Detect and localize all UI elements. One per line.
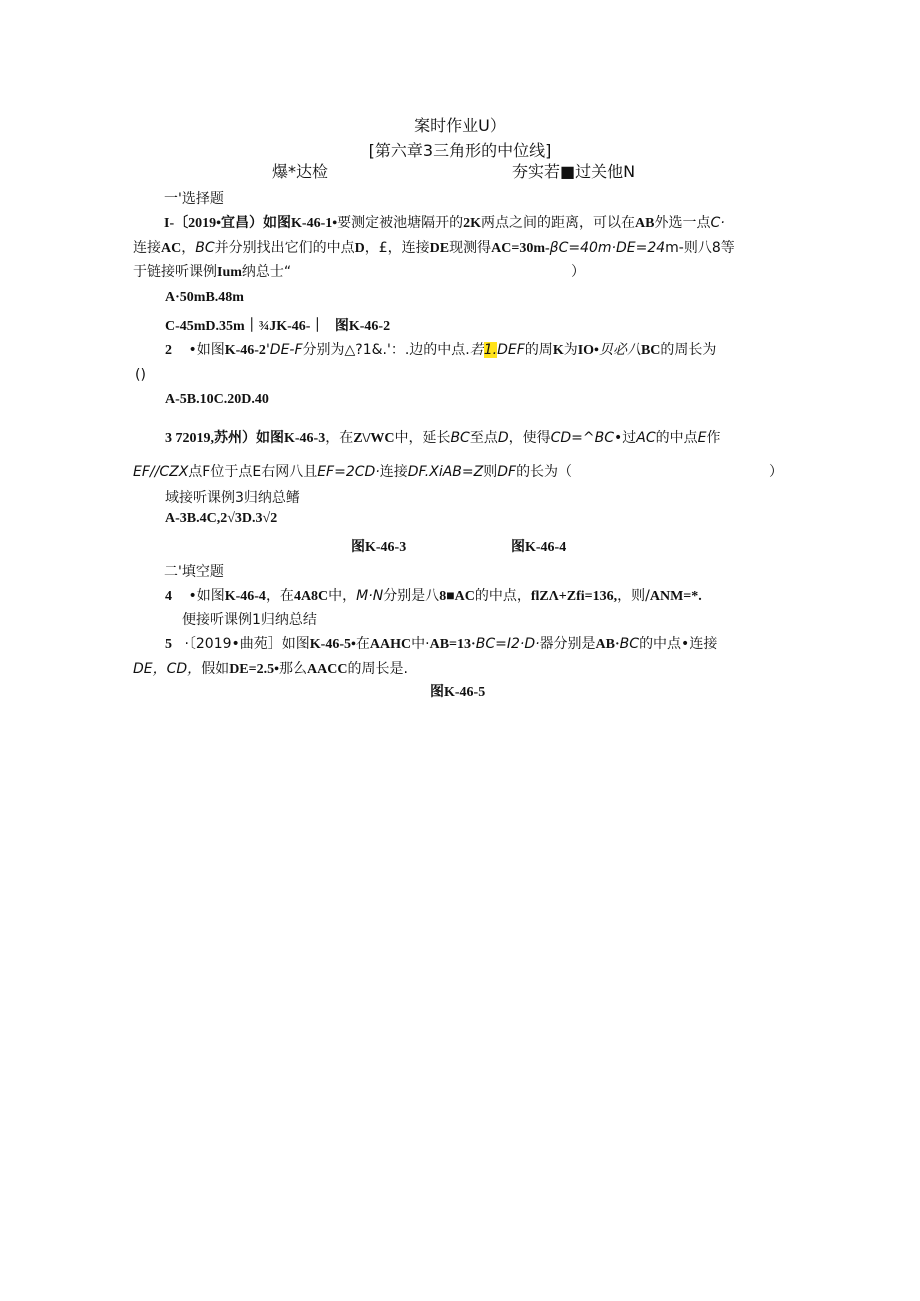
q2-number: 2 xyxy=(165,343,172,358)
q1-text: 纳总士“ xyxy=(241,264,292,280)
figure-caption-k46-4: 图K-46-4 xyxy=(511,540,567,555)
title-text: 案时作业U） xyxy=(414,116,506,135)
q5-text: K-46-5• xyxy=(309,637,356,652)
q5-text: AAHC xyxy=(369,637,412,652)
q3-text: 的中点 xyxy=(655,430,698,446)
q5-text: ·〔2019•曲苑］如图 xyxy=(184,636,310,652)
q1-text: C· xyxy=(710,215,725,231)
q5-text: BC xyxy=(619,636,640,652)
q2-text: BC xyxy=(640,343,661,358)
q3-text: ，在 xyxy=(325,430,354,446)
q3-text: AC xyxy=(636,430,656,446)
q3-text: 作 xyxy=(706,430,721,446)
q2-text: 的周长为 xyxy=(660,342,717,358)
q1-line2 xyxy=(133,239,735,258)
q4-text: 的中点， xyxy=(474,588,531,604)
q1-text: 并分别找出它们的中点 xyxy=(214,240,355,256)
q5-text: 那么 xyxy=(279,661,308,677)
page-subtitle xyxy=(0,142,920,160)
q3-text: 过 xyxy=(622,430,637,446)
q3-text: K-46-3 xyxy=(284,431,326,446)
q3-text: 连接 xyxy=(379,464,408,480)
q3-text: E xyxy=(697,430,707,446)
highlighted-text: 1. xyxy=(483,342,498,358)
figure-caption-k46-5: 图K-46-5 xyxy=(430,685,486,700)
q4-text: 中， xyxy=(328,588,357,604)
q5-text: AB· xyxy=(595,637,620,652)
q3-text: 点F位于点E右网八且 xyxy=(188,464,318,480)
q1-options-text: C-45mD.35m｜¾JK-46-｜ xyxy=(165,319,325,334)
q4-text: ，在 xyxy=(265,588,294,604)
q3-answer-paren: ） xyxy=(769,464,783,480)
q5-text: DE，CD， xyxy=(133,661,202,677)
q3-line1 xyxy=(165,429,721,448)
q3-text: ，使得 xyxy=(508,430,551,446)
q1-text: m-则八8等 xyxy=(665,240,735,256)
q4-text: M·N xyxy=(356,588,384,604)
q1-text: D xyxy=(354,241,365,256)
q4-text: •如图 xyxy=(188,588,225,604)
right-banner: 夯实若■过关他N xyxy=(512,162,636,181)
q3-text: EF//CZX xyxy=(133,464,189,480)
q3-text: DF.XiAB=Z xyxy=(407,464,484,480)
q2-text: 贝必八 xyxy=(598,342,641,358)
q3-text: 的长为（ xyxy=(516,464,573,480)
q4-text: 4A8C xyxy=(293,589,329,604)
q1-text: 于链接听课例 xyxy=(133,264,217,280)
q2-text: •如图 xyxy=(188,342,225,358)
q1-text: AC xyxy=(161,241,182,256)
q2-text: K-46-2 xyxy=(224,343,266,358)
q1-text: 现测得 xyxy=(449,240,492,256)
q1-answer-paren: ） xyxy=(571,264,585,280)
q5-text: 假如 xyxy=(201,661,230,677)
q1-line1 xyxy=(164,214,725,233)
q2-text: 'DE-F xyxy=(265,342,303,358)
q3-text: 中，延长 xyxy=(394,430,451,446)
q5-number: 5 xyxy=(165,637,172,652)
subtitle-text: [第六章3三角形的中位线] xyxy=(368,141,552,160)
q4-line2: 便接听课例1归纳总结 xyxy=(182,612,317,628)
q3-text: 至点 xyxy=(469,430,498,446)
q1-text: 2K xyxy=(463,216,482,231)
q5-line2 xyxy=(133,660,408,679)
q1-text: ， xyxy=(181,240,196,256)
q1-text: AB xyxy=(635,216,655,231)
q3-line3: 域接听课例3归纳总鳍 xyxy=(165,490,300,506)
q2-options: A-5B.10C.20D.40 xyxy=(165,392,269,407)
q4-line1 xyxy=(165,587,702,606)
q3-text: DF xyxy=(497,464,517,480)
q1-line3 xyxy=(133,263,291,282)
q5-text: BC=I2·D· xyxy=(475,636,540,652)
figure-caption-k46-2: 图K-46-2 xyxy=(334,319,391,334)
figure-caption-k46-3: 图K-46-3 xyxy=(351,540,407,555)
q1-options-cd xyxy=(165,317,390,336)
q2-text: DEF xyxy=(497,342,525,358)
q5-text: 中· xyxy=(411,636,430,652)
q4-text: flZΛ+Zfi=136, xyxy=(530,589,618,604)
q1-text: AC=30m- xyxy=(491,241,550,256)
q5-text: 的中点•连接 xyxy=(639,636,718,652)
q1-text: K-46-1• xyxy=(291,216,338,231)
q2-text: 分别为△?1&.'：.边的中点. xyxy=(302,342,470,358)
q1-text: I-〔2019•宜昌）如图 xyxy=(164,216,292,231)
q3-text: 则 xyxy=(483,464,498,480)
q5-text: DE=2.5• xyxy=(229,662,280,677)
q4-text: ANM=*. xyxy=(649,589,702,604)
q3-text: D xyxy=(497,430,509,446)
q3-options: A-3B.4C,2√3D.3√2 xyxy=(165,511,278,526)
left-banner: 爆*达检 xyxy=(272,162,329,181)
q5-text: 器分别是 xyxy=(539,636,596,652)
q2-text: 为 xyxy=(563,342,578,358)
q1-options-ab: A·50mB.48m xyxy=(165,290,244,305)
q2-text: IO• xyxy=(577,343,599,358)
q1-text: Ium xyxy=(217,265,242,280)
q2-line1 xyxy=(165,341,716,360)
q4-text: ，则/ xyxy=(617,588,650,604)
q2-text: 的周 xyxy=(524,342,553,358)
q1-text: 连接 xyxy=(133,240,161,256)
q3-text: EF=2CD· xyxy=(317,464,380,480)
q1-text: BC xyxy=(195,240,215,256)
q1-text: βC=40m·DE=24 xyxy=(549,240,666,256)
q3-text: CD=^BC• xyxy=(550,430,623,446)
q4-text: K-46-4 xyxy=(224,589,266,604)
q3-text: BC xyxy=(450,430,470,446)
q4-text: 8■AC xyxy=(439,589,475,604)
section-heading-fill: 二'填空题 xyxy=(164,564,224,580)
q1-text: ，£，连接 xyxy=(364,240,430,256)
q1-text: 要测定被池塘隔开的 xyxy=(337,215,464,231)
section-heading-choice: 一'选择题 xyxy=(164,191,224,207)
q1-text: 外选一点 xyxy=(654,215,711,231)
q5-text: AACC xyxy=(307,662,348,677)
q2-text: K xyxy=(552,343,564,358)
q2-text: 若 xyxy=(469,342,484,358)
q5-text: 的周长是. xyxy=(347,661,408,677)
q4-text: 分别是八 xyxy=(383,588,440,604)
q1-text: 两点之间的距离，可以在 xyxy=(481,215,636,231)
q5-line1 xyxy=(165,635,717,654)
page-title xyxy=(0,117,920,135)
q3-text: Z\/WC xyxy=(353,431,395,446)
q5-text: 在 xyxy=(355,636,370,652)
q1-text: DE xyxy=(429,241,450,256)
q4-number: 4 xyxy=(165,589,172,604)
q3-line2 xyxy=(133,463,572,481)
q5-text: AB=13· xyxy=(429,637,476,652)
q2-answer-paren: () xyxy=(135,367,146,383)
q3-text: 3 72019,苏州）如图 xyxy=(165,431,284,446)
